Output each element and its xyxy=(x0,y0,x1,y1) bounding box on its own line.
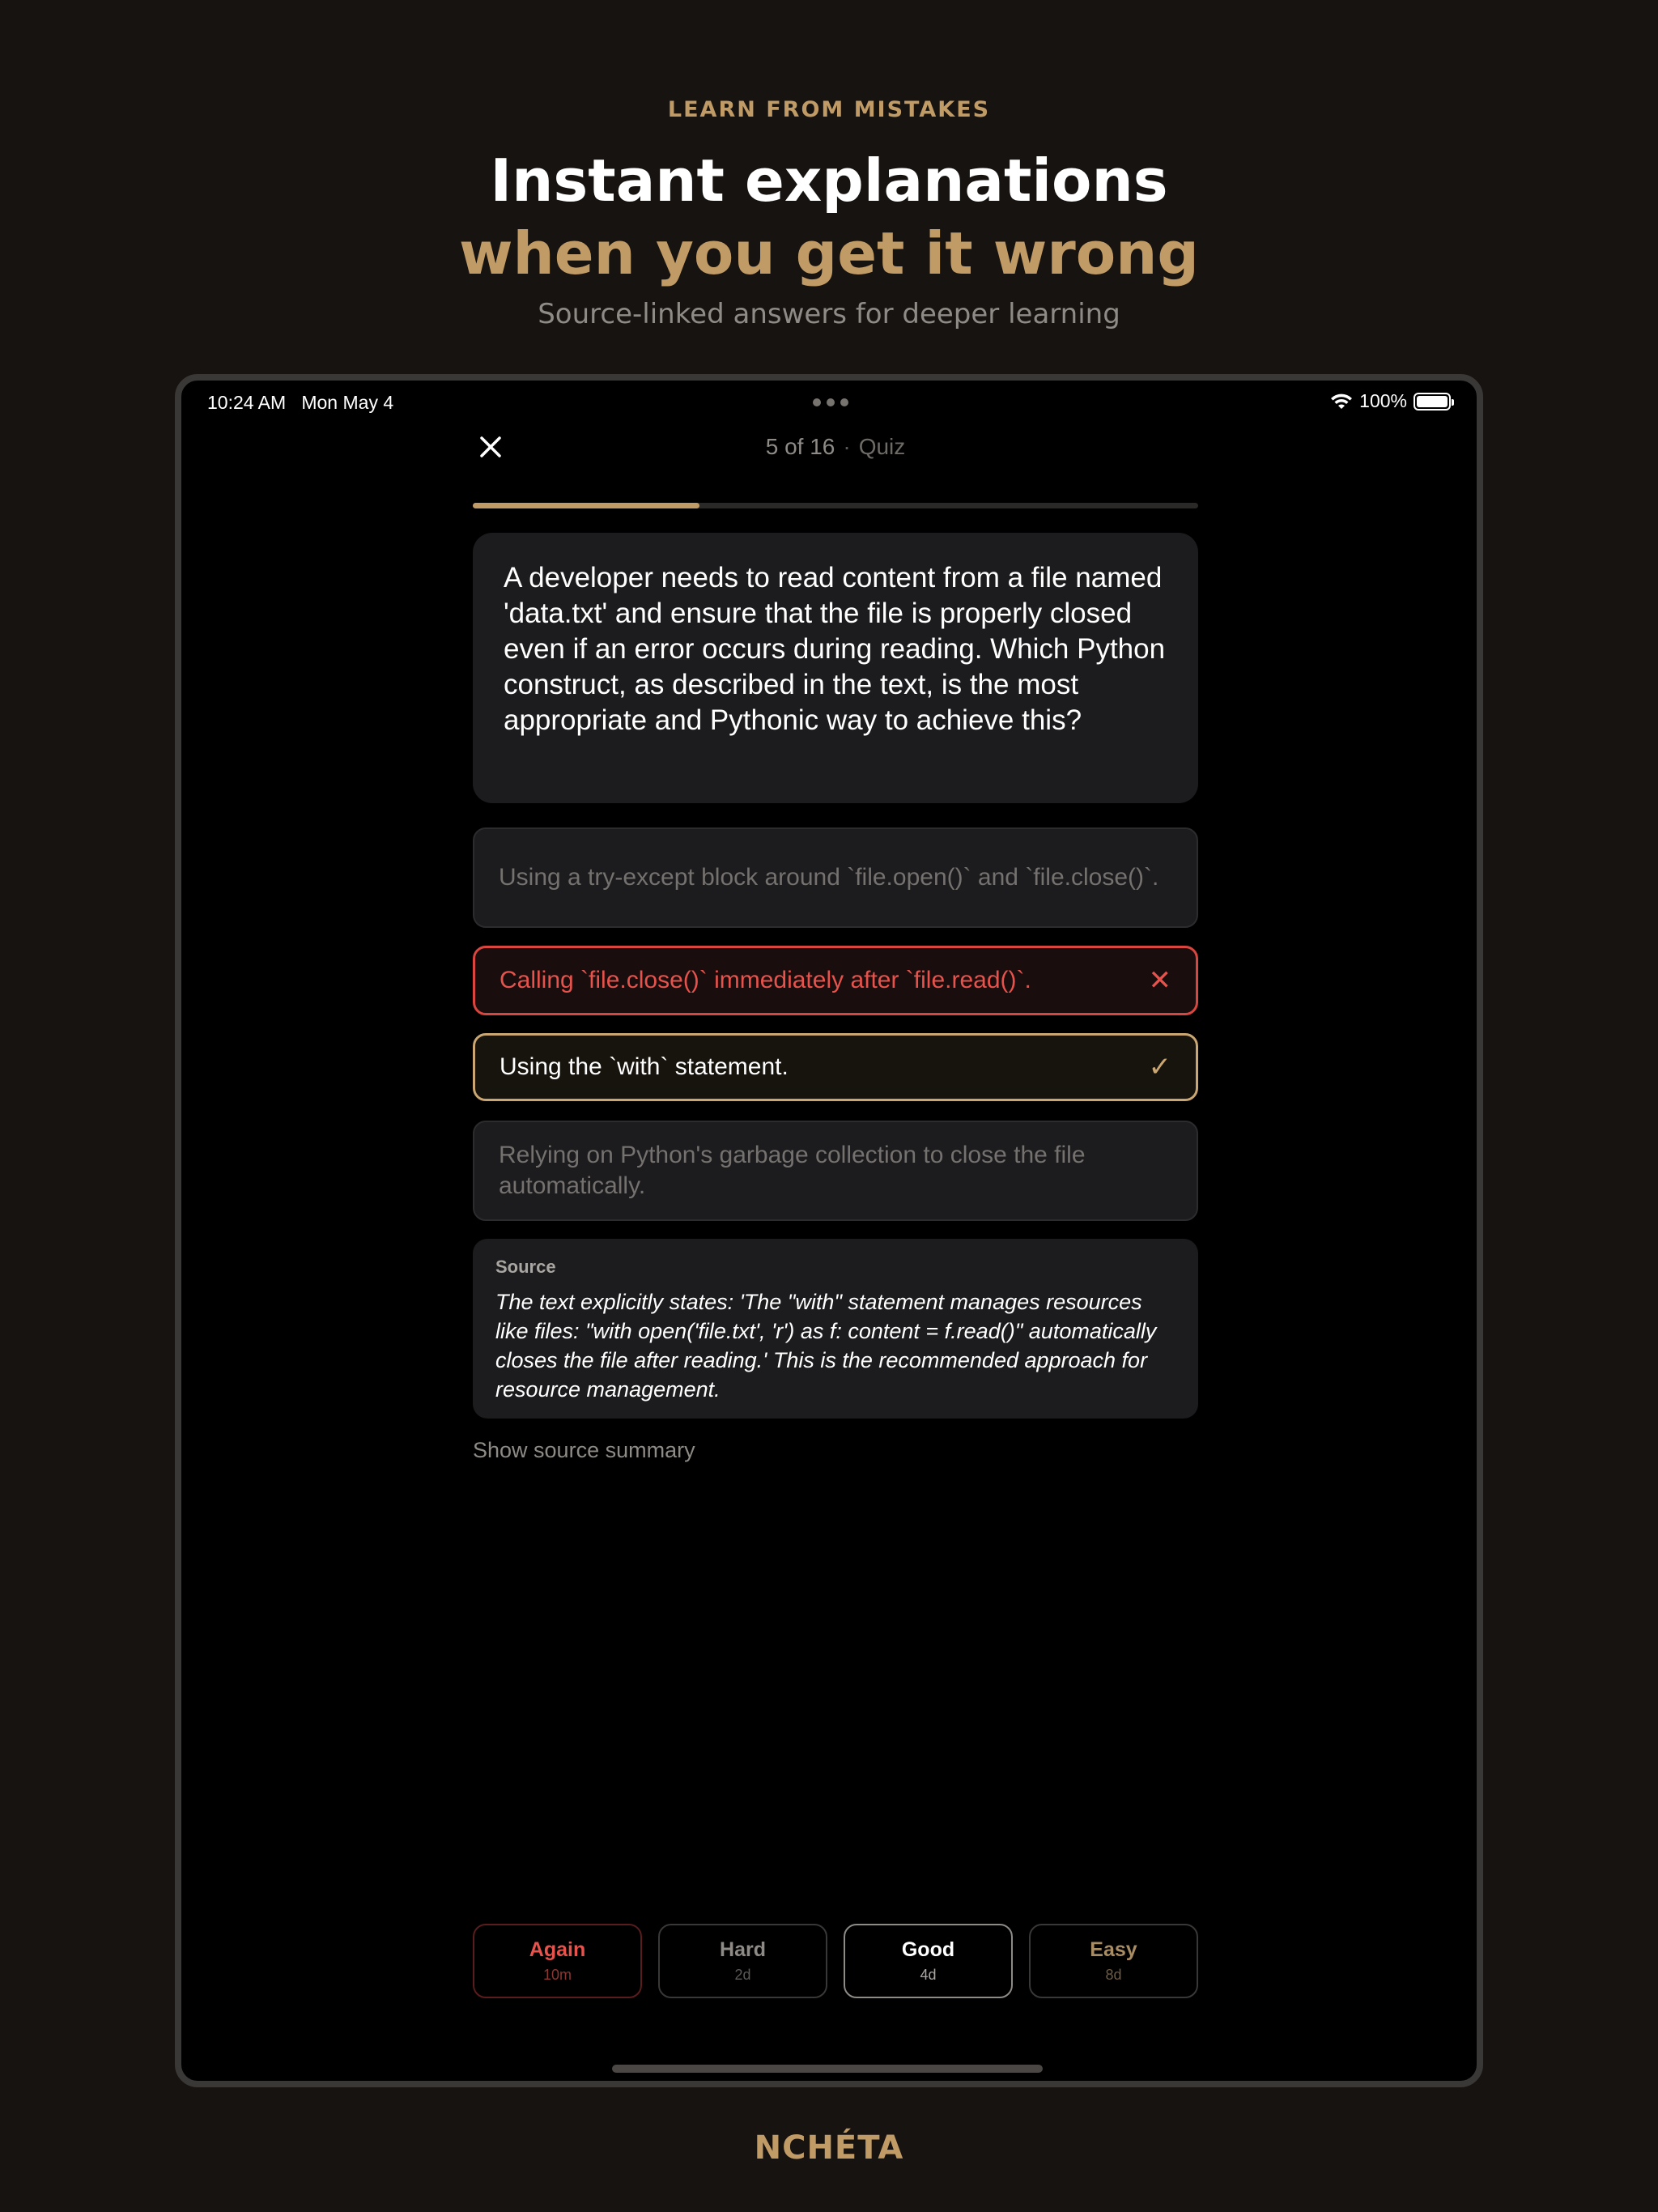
grade-label: Easy xyxy=(1090,1938,1137,1961)
progress-count: 5 of 16 xyxy=(765,434,835,459)
status-date: Mon May 4 xyxy=(301,392,394,413)
grade-again-button[interactable] xyxy=(473,1924,642,1998)
subheadline: Source-linked answers for deeper learning xyxy=(538,298,1120,330)
correct-checkmark-icon: ✓ xyxy=(1148,1052,1171,1083)
status-time-date xyxy=(207,392,393,414)
battery-percentage: 100% xyxy=(1359,390,1407,411)
answer-option-1[interactable] xyxy=(473,827,1198,928)
progress-bar-fill xyxy=(473,503,699,508)
source-label: Source xyxy=(495,1257,556,1277)
separator-dot: · xyxy=(843,434,851,459)
eyebrow-label: LEARN FROM MISTAKES xyxy=(667,97,991,122)
answer-option-text: Using the `with` statement. xyxy=(500,1053,789,1080)
multitasking-dots-icon[interactable] xyxy=(813,398,848,406)
grade-label: Again xyxy=(529,1938,586,1961)
answer-option-4[interactable] xyxy=(473,1121,1198,1221)
source-explanation-card xyxy=(473,1239,1198,1419)
home-indicator[interactable] xyxy=(612,2065,1043,2073)
grade-buttons xyxy=(473,1924,1198,1998)
battery-icon xyxy=(1414,393,1451,410)
progress-bar xyxy=(473,503,1198,508)
answer-option-text: Relying on Python's garbage collection to close the file automatically. xyxy=(499,1142,1086,1199)
answer-option-3-correct[interactable] xyxy=(473,1033,1198,1101)
grade-label: Good xyxy=(901,1938,955,1961)
answer-option-2-incorrect[interactable] xyxy=(473,946,1198,1015)
incorrect-x-icon: ✕ xyxy=(1148,965,1171,996)
brand-logo-text: NCHÉTA xyxy=(754,2129,904,2167)
answer-option-text: Using a try-except block around `file.open()` and `file.close()`. xyxy=(499,864,1159,891)
status-indicators xyxy=(1330,390,1451,412)
grade-interval: 2d xyxy=(734,1967,751,1983)
answer-option-text: Calling `file.close()` immediately after `file.read()`. xyxy=(500,967,1031,993)
headline: Instant explanations xyxy=(490,147,1168,215)
quiz-mode-label: Quiz xyxy=(858,434,906,459)
headline-accent: when you get it wrong xyxy=(459,219,1199,287)
question-card xyxy=(473,533,1198,803)
grade-interval: 10m xyxy=(542,1967,572,1983)
status-time: 10:24 AM xyxy=(207,392,287,413)
source-text: The text explicitly states: 'The "with" statement manages resources like files: "with open('file.txt', 'r') as f: content = f.read()" automatically closes the file after reading.' This is the recommended approach for resource management. xyxy=(495,1290,1157,1402)
show-source-summary-link[interactable]: Show source summary xyxy=(473,1438,695,1462)
wifi-icon xyxy=(1330,393,1353,410)
grade-hard-button[interactable] xyxy=(658,1924,827,1998)
question-text: A developer needs to read content from a file named 'data.txt' and ensure that the file is properly closed even if an error occurs during reading. Which Python construct, as described in the text, is the most appropriate and Pythonic way to achieve this? xyxy=(504,562,1166,736)
grade-label: Hard xyxy=(720,1938,766,1961)
grade-good-button[interactable] xyxy=(844,1924,1013,1998)
tablet-frame xyxy=(175,374,1483,2087)
grade-interval: 8d xyxy=(1105,1967,1122,1983)
grade-easy-button[interactable] xyxy=(1029,1924,1198,1998)
progress-label xyxy=(473,434,1198,460)
grade-interval: 4d xyxy=(920,1967,937,1983)
app-screen xyxy=(181,381,1477,2081)
